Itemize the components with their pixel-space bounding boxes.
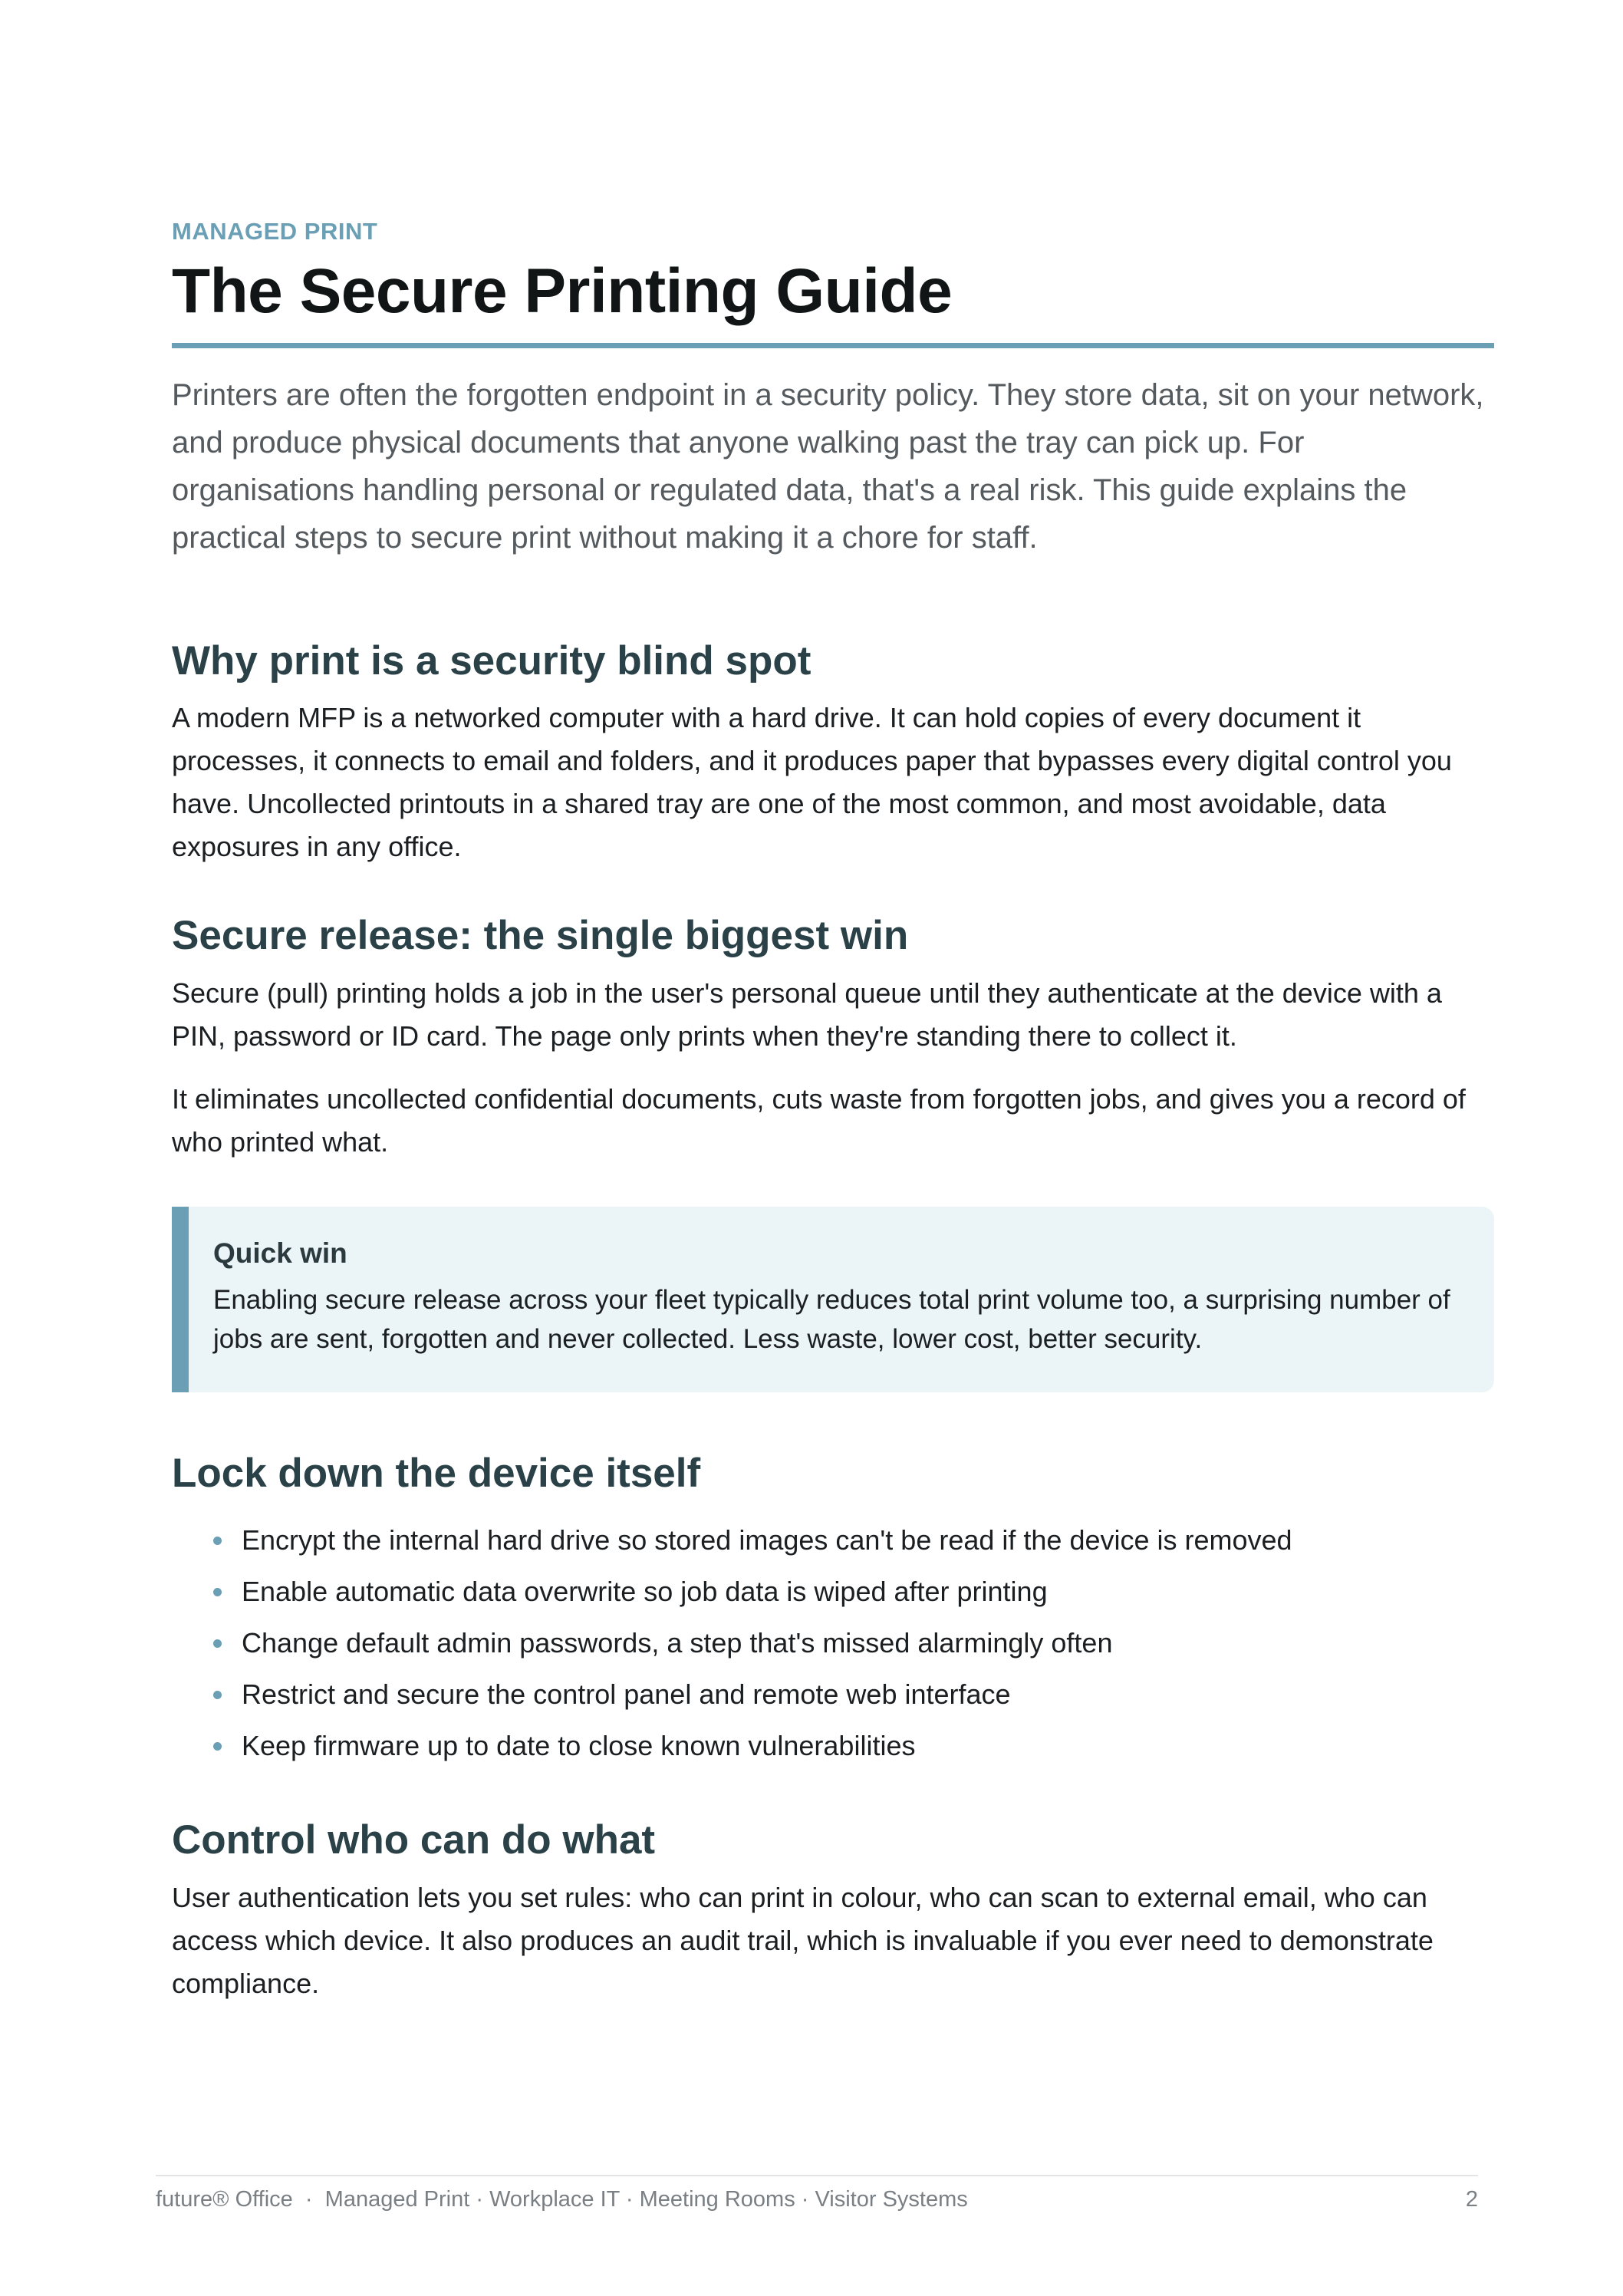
bullet-dot-icon	[213, 1639, 222, 1648]
page-title: The Secure Printing Guide	[172, 256, 953, 326]
callout-title: Quick win	[213, 1237, 347, 1270]
list-item-text: Change default admin passwords, a step that's missed alarmingly often	[242, 1627, 1113, 1659]
page-footer	[156, 2175, 1478, 2212]
list-item	[172, 1617, 1494, 1668]
quick-win-callout	[172, 1207, 1494, 1392]
section-access-control	[172, 1817, 1494, 2005]
section-secure-release	[172, 913, 1494, 1164]
footer-text: future® Office · Managed Print · Workplace IT · Meeting Rooms · Visitor Systems	[156, 2187, 968, 2212]
title-divider	[172, 343, 1494, 348]
bullet-dot-icon	[213, 1691, 222, 1699]
section-paragraph: A modern MFP is a networked computer with a hard drive. It can hold copies of every document it processes, it connects to email and folders, and it produces paper that bypasses every digital control you have. Uncollected printouts in a shared tray are one of the most common, and most avoidable, data exposures in any office.	[172, 702, 1452, 863]
bullet-dot-icon	[213, 1588, 222, 1596]
section-blind-spot	[172, 638, 1494, 869]
bullet-dot-icon	[213, 1742, 222, 1751]
list-item-text: Restrict and secure the control panel and remote web interface	[242, 1678, 1011, 1711]
section-paragraph: User authentication lets you set rules: who can print in colour, who can scan to external email, who can access which device. It also produces an audit trail, which is invaluable if you ever need to demonstrate compliance.	[172, 1882, 1434, 2000]
eyebrow-label: MANAGED PRINT	[172, 218, 378, 245]
list-item	[172, 1720, 1494, 1771]
section-lock-down	[172, 1451, 1494, 1771]
bullet-dot-icon	[213, 1537, 222, 1545]
section-heading: Control who can do what	[172, 1817, 656, 1863]
lead-paragraph: Printers are often the forgotten endpoint in a security policy. They store data, sit on your network, and produce physical documents that anyone walking past the tray can pick up. For organisations handling personal or regulated data, that's a real risk. This guide explains the practical steps to secure print without making it a chore for staff.	[172, 377, 1484, 555]
list-item	[172, 1514, 1494, 1566]
list-item	[172, 1566, 1494, 1617]
callout-text: Enabling secure release across your fleet typically reduces total print volume too, a surprising number of jobs are sent, forgotten and never collected. Less waste, lower cost, better security.	[213, 1285, 1450, 1355]
bullet-list	[172, 1514, 1494, 1771]
section-paragraph: It eliminates uncollected confidential documents, cuts waste from forgotten jobs, and gives you a record of who printed what.	[172, 1083, 1466, 1158]
list-item-text: Keep firmware up to date to close known vulnerabilities	[242, 1730, 916, 1762]
section-heading: Secure release: the single biggest win	[172, 913, 909, 959]
list-item-text: Enable automatic data overwrite so job data is wiped after printing	[242, 1576, 1048, 1608]
list-item-text: Encrypt the internal hard drive so stored images can't be read if the device is removed	[242, 1524, 1292, 1556]
section-paragraph: Secure (pull) printing holds a job in the user's personal queue until they authenticate at the device with a PIN, password or ID card. The page only prints when they're standing there to collect it.	[172, 977, 1442, 1052]
page-number: 2	[1465, 2187, 1478, 2212]
document-page	[172, 218, 1494, 2005]
list-item	[172, 1668, 1494, 1720]
section-heading: Why print is a security blind spot	[172, 637, 812, 684]
section-heading: Lock down the device itself	[172, 1451, 701, 1497]
